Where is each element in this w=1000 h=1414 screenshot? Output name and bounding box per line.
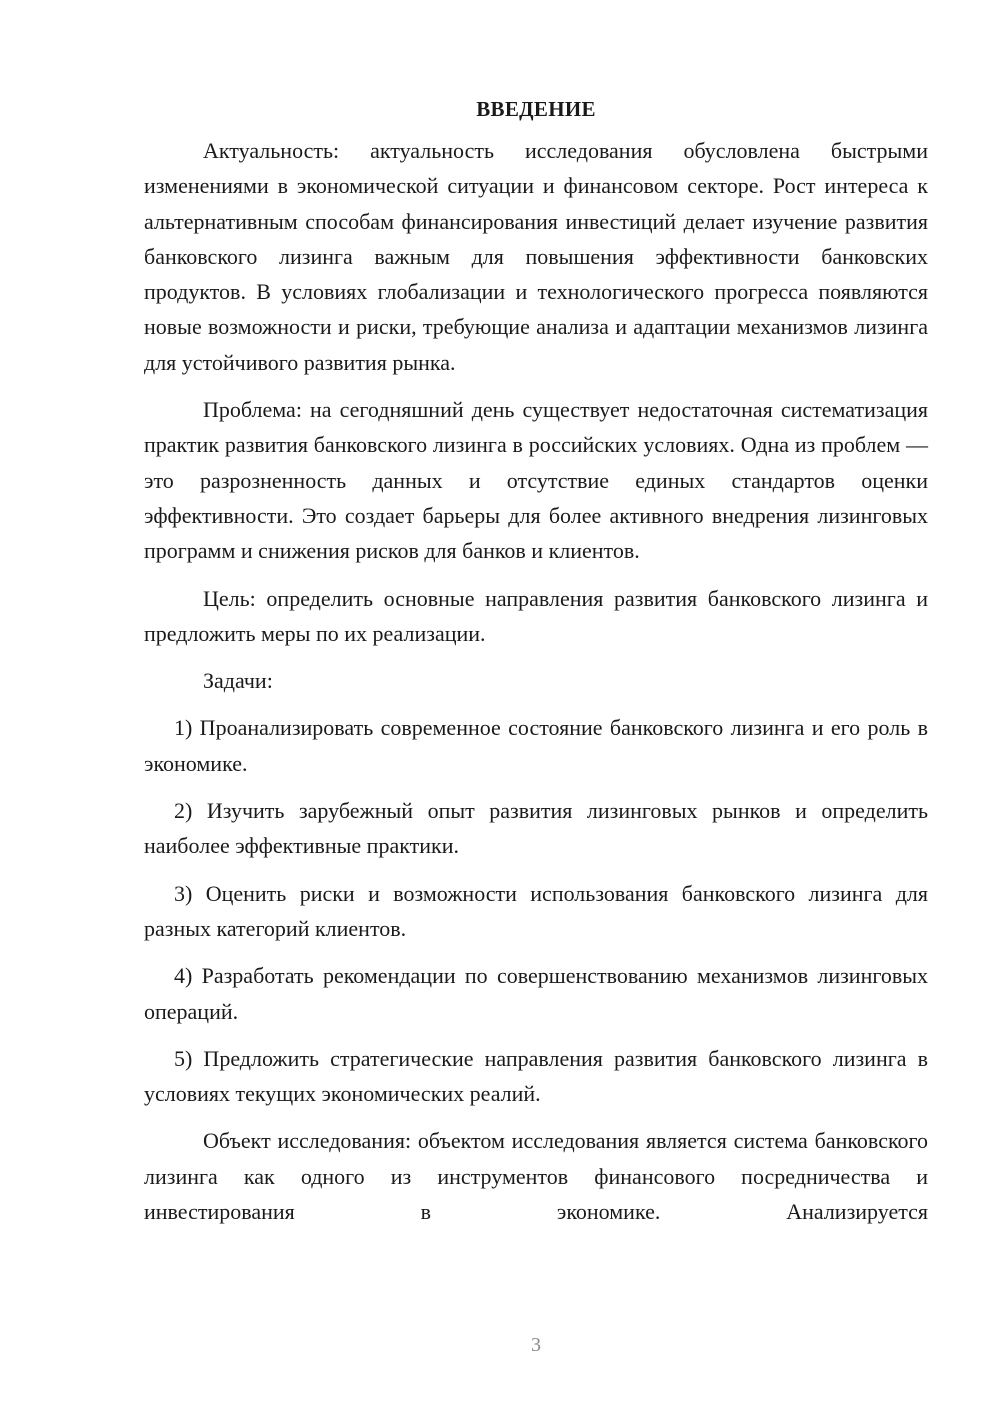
tasks-heading: Задачи:	[203, 668, 273, 694]
section-title: ВВЕДЕНИЕ	[476, 97, 596, 121]
object-paragraph: Объект исследования: объектом исследования является система банковского лизинга как одного из инструментов финансового посредничества и инвестирования в экономике. Анализируется	[144, 1128, 928, 1225]
task-item: 4) Разработать рекомендации по совершенствованию механизмов лизинговых операций.	[144, 963, 928, 1024]
task-item: 5) Предложить стратегические направления развития банковского лизинга в условиях текущих экономических реалий.	[144, 1045, 928, 1107]
task-item: 2) Изучить зарубежный опыт развития лизинговых рынков и определить наиболее эффективные практики.	[144, 798, 928, 859]
page-content	[144, 92, 928, 1241]
relevance-paragraph: Актуальность: актуальность исследования обусловлена быстрыми изменениями в экономической ситуации и финансовом секторе. Рост интереса к альтернативным способам финансирования инвестиций делает изучение развития банковского лизинга важным для повышения эффективности банковских продуктов. В условиях глобализации и технологического прогресса появляются новые возможности и риски, требующие анализа и адаптации механизмов лизинга для устойчивого развития рынка.	[144, 138, 928, 375]
task-item: 1) Проанализировать современное состояние банковского лизинга и его роль в экономике.	[144, 715, 928, 776]
task-item: 3) Оценить риски и возможности использования банковского лизинга для разных категорий клиентов.	[144, 880, 928, 941]
page-number: 3	[531, 1334, 541, 1356]
problem-paragraph: Проблема: на сегодняшний день существует недостаточная систематизация практик развития банковского лизинга в российских условиях. Одна из проблем — это разрозненность данных и отсутствие единых стандартов оценки эффективности. Это создает барьеры для более активного внедрения лизинговых программ и снижения рисков для банков и клиентов.	[144, 397, 928, 564]
goal-paragraph: Цель: определить основные направления развития банковского лизинга и предложить меры по их реализации.	[144, 585, 928, 646]
